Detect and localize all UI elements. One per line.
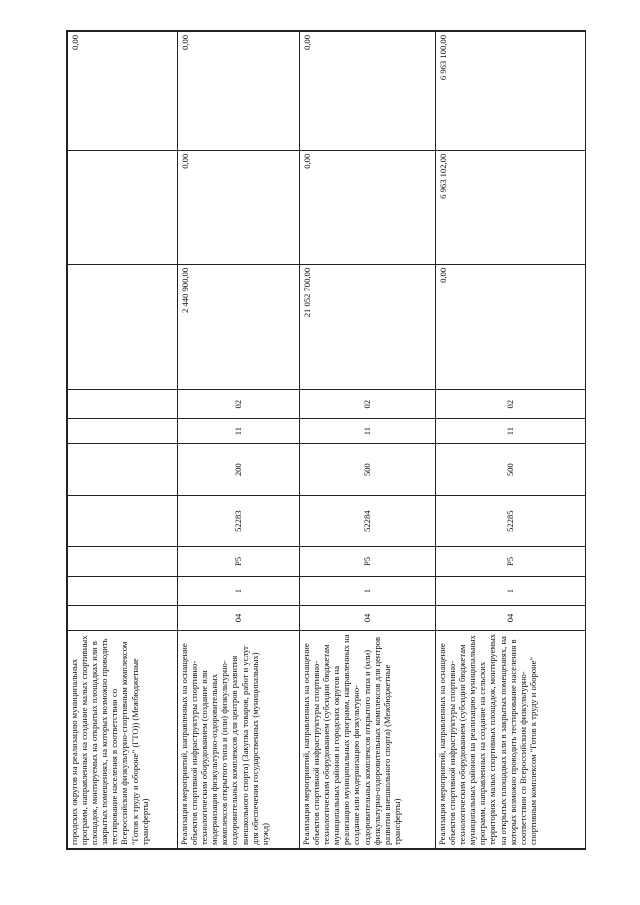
amount-year-1 [68, 264, 178, 389]
code-expense-type: 500 [436, 443, 586, 496]
row-description: Реализация мероприятий, направленных на оснащение объектов спортивной инфраструктуры спортивно-технологическим оборудованием (создание или модернизация физкультурно-оздоровительных комплексов открытого типа и (или) физкультурно-оздоровительных комплексов для центров развития внешкольного спорта) (Закупка товаров, работ и услуг для обеспечения государственных (муниципальных) нужд) [178, 630, 300, 848]
code-project: P5 [436, 546, 586, 576]
row-description: Реализация мероприятий, направленных на оснащение объектов спортивной инфраструктуры спортивно-технологическим оборудованием (субсидии бюджетам муниципальных районов на реализацию муниципальных программ, направленных на создание на сельских территориях малых спортивных площадок, монтируемых на открытых площадках или в закрытых помещениях, на которых возможно проводить тестирование населения в соответствии со Всероссийским физкультурно-спортивным комплексом "Готов к труду и обороне" [436, 630, 586, 848]
code-program: 04 [436, 606, 586, 631]
code-section: 11 [178, 419, 300, 444]
table-row [68, 32, 178, 849]
table-row [436, 32, 586, 849]
amount-year-2 [68, 150, 178, 264]
amount-year-2: 6 963 102,00 [436, 150, 586, 264]
code-direction: 52284 [300, 496, 436, 546]
code-section [68, 419, 178, 444]
amount-year-3: 0,00 [178, 32, 300, 151]
amount-year-1: 2 440 900,00 [178, 264, 300, 389]
code-direction [68, 496, 178, 546]
code-expense-type: 200 [178, 443, 300, 496]
code-subsection: 02 [178, 390, 300, 419]
amount-year-3: 0,00 [300, 32, 436, 151]
budget-table-container [66, 30, 586, 850]
code-direction: 52283 [178, 496, 300, 546]
amount-year-1: 0,00 [436, 264, 586, 389]
amount-year-2: 0,00 [178, 150, 300, 264]
amount-year-3: 0,00 [68, 32, 178, 151]
code-subsection: 02 [436, 390, 586, 419]
code-program: 04 [178, 606, 300, 631]
amount-year-3: 6 963 100,00 [436, 32, 586, 151]
code-subprogram: 1 [178, 577, 300, 606]
code-subsection: 02 [300, 390, 436, 419]
code-expense-type [68, 443, 178, 496]
code-program [68, 606, 178, 631]
row-description: городских округов на реализацию муниципальных программ, направленных на создание малых спортивных площадок, монтируемых на открытых площадках или в закрытых помещениях, на которых возможно проводить тестирование населения в соответствии со Всероссийским физкультурно-спортивным комплексом "Готов к труду и обороне" (ГТО)) (Межбюджетные трансферты) [68, 630, 178, 848]
code-project [68, 546, 178, 576]
code-subprogram [68, 577, 178, 606]
table-row [178, 32, 300, 849]
rotated-page [66, 30, 586, 850]
amount-year-1: 21 052 700,00 [300, 264, 436, 389]
code-subprogram: 1 [436, 577, 586, 606]
code-expense-type: 500 [300, 443, 436, 496]
code-section: 11 [436, 419, 586, 444]
amount-year-2: 0,00 [300, 150, 436, 264]
budget-table [67, 31, 586, 849]
code-project: P5 [300, 546, 436, 576]
row-description: Реализация мероприятий, направленных на оснащение объектов спортивной инфраструктуры спортивно-технологическим оборудованием (субсидии бюджетам муниципальных районов и городских округов на реализацию муниципальных программ, направленных на создание или модернизацию физкультурно-оздоровительных комплексов открытого типа и (или) физкультурно-оздоровительных комплексов для центров развития внешкольного спорта) (Межбюджетные трансферты) [300, 630, 436, 848]
table-row [300, 32, 436, 849]
code-project: P5 [178, 546, 300, 576]
code-program: 04 [300, 606, 436, 631]
code-subsection [68, 390, 178, 419]
code-direction: 52285 [436, 496, 586, 546]
code-subprogram: 1 [300, 577, 436, 606]
code-section: 11 [300, 419, 436, 444]
